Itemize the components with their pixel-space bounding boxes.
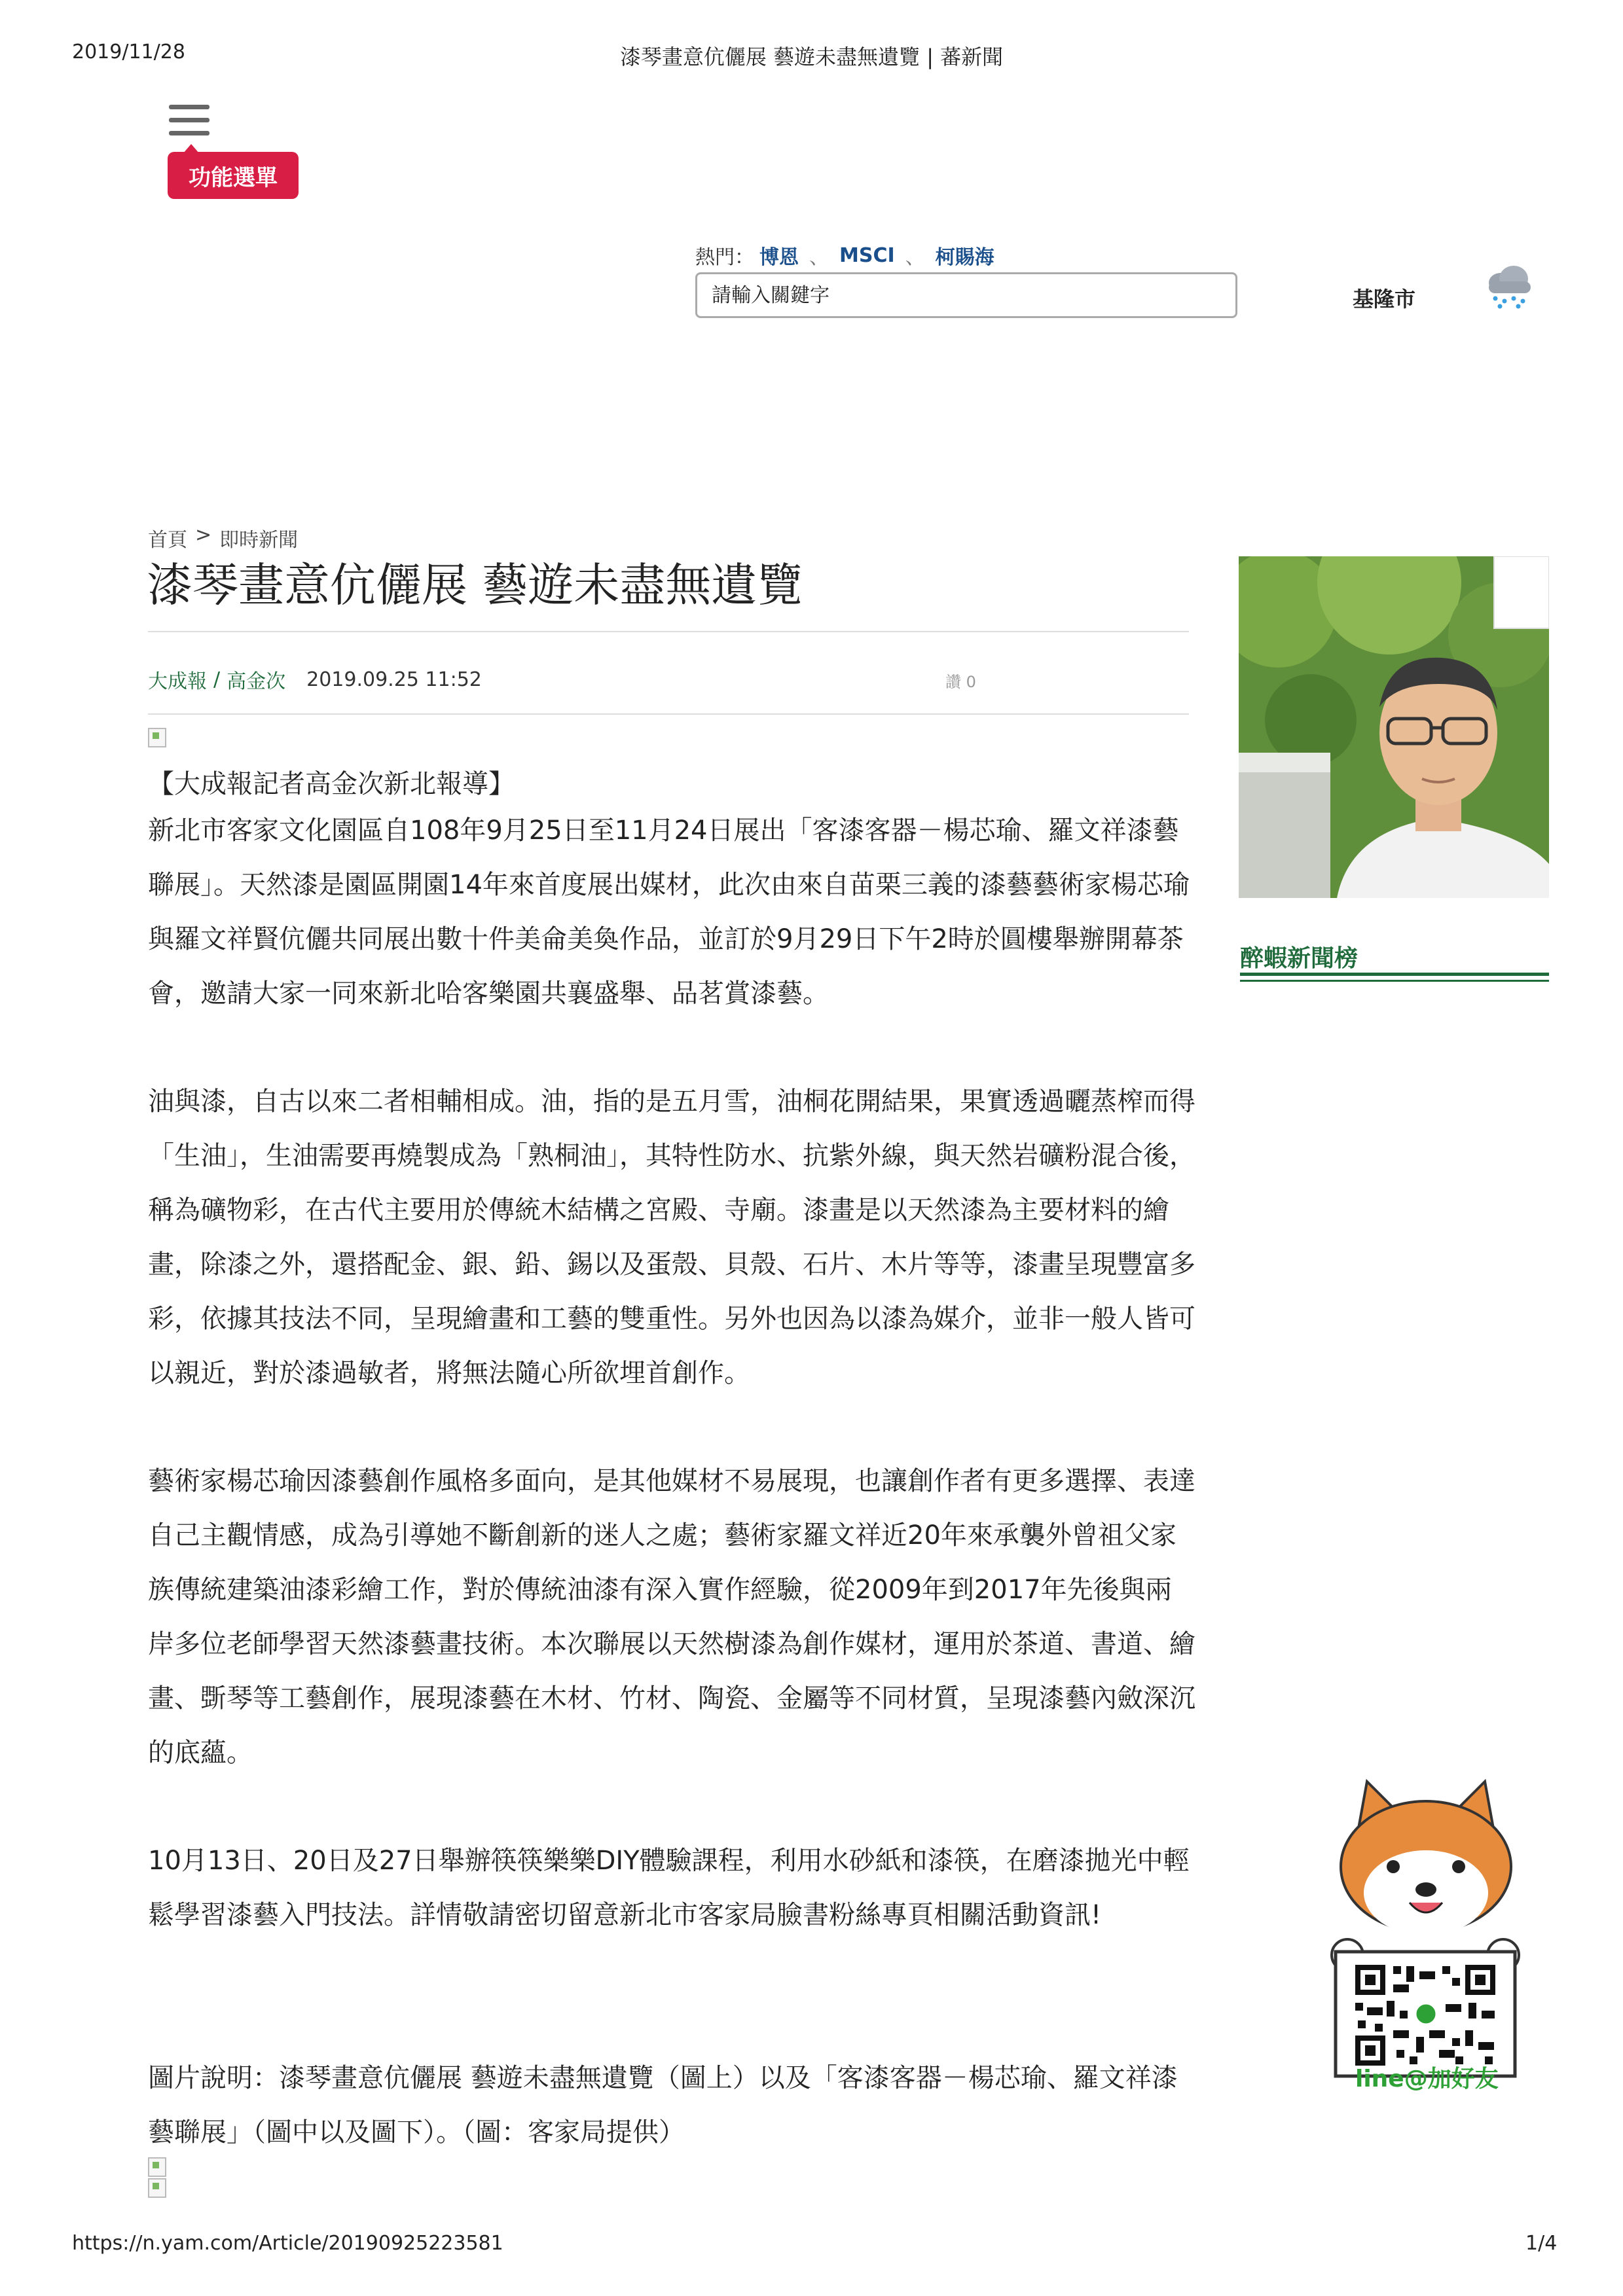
article-paragraph: 油與漆，自古以來二者相輔相成。油，指的是五月雪，油桐花開結果，果實透過曬蒸榨而得「生油」，生油需要再燒製成為「熟桐油」，其特性防水、抗紫外線，與天然岩礦粉混合後，稱為礦物彩，在古代主要用於傳統木結構之宮殿、寺廟。漆畫是以天然漆為主要材料的繪畫，除漆之外，還搭配金、銀、鉛、錫以及蛋殼、貝殼、石片、木片等等，漆畫呈現豐富多彩，依據其技法不同，呈現繪畫和工藝的雙重性。另外也因為以漆為媒介，並非一般人皆可以親近，對於漆過敏者，將無法隨心所欲埋首創作。 [148, 1086, 1195, 1388]
article-title: 漆琴畫意伉儷展 藝遊未盡無遺覽 [147, 558, 803, 612]
sidebar-heading[interactable]: 醉蝦新聞榜 [1240, 945, 1359, 972]
article-datetime: 2019.09.25 11:52 [306, 668, 482, 691]
hot-separator: 、 [809, 246, 829, 269]
article-dateline: 【大成報記者高金次新北報導】 [148, 769, 515, 799]
rain-cloud-icon [1481, 263, 1536, 310]
title-divider [148, 631, 1189, 632]
sidebar-heading-rule [1240, 973, 1549, 976]
hamburger-menu-icon[interactable] [169, 105, 210, 136]
print-page-number: 1/4 [1525, 2232, 1558, 2255]
print-page-title: 漆琴畫意伉儷展 藝遊未盡無遺覽 | 蕃新聞 [619, 45, 1004, 69]
breadcrumb [148, 524, 298, 552]
article-paragraph: 新北市客家文化園區自108年9月25日至11月24日展出「客漆客器－楊芯瑜、羅文祥漆藝聯展」。天然漆是園區開園14年來首度展出媒材，此次由來自苗栗三義的漆藝藝術家楊芯瑜與羅文祥賢伉儷共同展出數十件美侖美奐作品，並訂於9月29日下午2時於圓樓舉辦開幕茶會，邀請大家一同來新北哈客樂園共襄盛舉、品茗賞漆藝。 [148, 816, 1190, 1009]
hot-term-link[interactable]: 柯賜海 [935, 246, 994, 269]
breadcrumb-separator: > [195, 524, 212, 547]
search-input[interactable] [695, 272, 1237, 318]
like-count[interactable]: 讚 0 [945, 673, 976, 691]
sidebar-heading-rule [1240, 980, 1549, 982]
breadcrumb-section-link[interactable]: 即時新聞 [219, 529, 299, 552]
meta-slash: / [213, 668, 221, 691]
breadcrumb-home-link[interactable]: 首頁 [148, 529, 187, 552]
hot-separator: 、 [905, 246, 925, 269]
article-meta [148, 665, 482, 694]
article-paragraph: 藝術家楊芯瑜因漆藝創作風格多面向，是其他媒材不易展現，也讓創作者有更多選擇、表達自己主觀情感，成為引導她不斷創新的迷人之處；藝術家羅文祥近20年來承襲外曾祖父家族傳統建築油漆彩繪工作，對於傳統油漆有深入實作經驗，從2009年到2017年先後與兩岸多位老師學習天然漆藝畫技術。本次聯展以天然樹漆為創作媒材，運用於茶道、書道、繪畫、斲琴等工藝創作，展現漆藝在木材、竹材、陶瓷、金屬等不同材質，呈現漆藝內斂深沉的底蘊。 [148, 1466, 1195, 1768]
photo-caption: 圖片說明：漆琴畫意伉儷展 藝遊未盡無遺覽（圖上）以及「客漆客器－楊芯瑜、羅文祥漆藝聯展」（圖中以及圖下）。（圖：客家局提供） [148, 2063, 1178, 2147]
menu-button[interactable]: 功能選單 [168, 152, 299, 199]
hot-term-link[interactable]: 博恩 [759, 246, 799, 269]
line-add-friend-link[interactable]: line@加好友 [1355, 2066, 1499, 2092]
line-qr-mascot[interactable] [1321, 1768, 1529, 2083]
article-paragraph: 10月13日、20日及27日舉辦筷筷樂樂DIY體驗課程，利用水砂紙和漆筷，在磨漆拋光中輕鬆學習漆藝入門技法。詳情敬請密切留意新北市客家局臉書粉絲專頁相關活動資訊! [148, 1846, 1190, 1930]
meta-divider [148, 713, 1189, 715]
hot-term-link[interactable]: MSCI [839, 243, 895, 267]
broken-image-icon [148, 728, 166, 747]
article-author-link[interactable]: 高金次 [227, 670, 286, 693]
weather-city[interactable]: 基隆市 [1353, 287, 1416, 312]
broken-image-icon [148, 2178, 166, 2198]
broken-image-icon [148, 2157, 166, 2177]
article-source-link[interactable]: 大成報 [148, 670, 207, 693]
hot-label: 熱門： [695, 246, 754, 269]
print-date: 2019/11/28 [72, 41, 185, 63]
sidebar-photo[interactable] [1239, 556, 1549, 898]
hot-search-terms [695, 241, 994, 270]
print-url: https://n.yam.com/Article/20190925223581 [72, 2232, 503, 2255]
